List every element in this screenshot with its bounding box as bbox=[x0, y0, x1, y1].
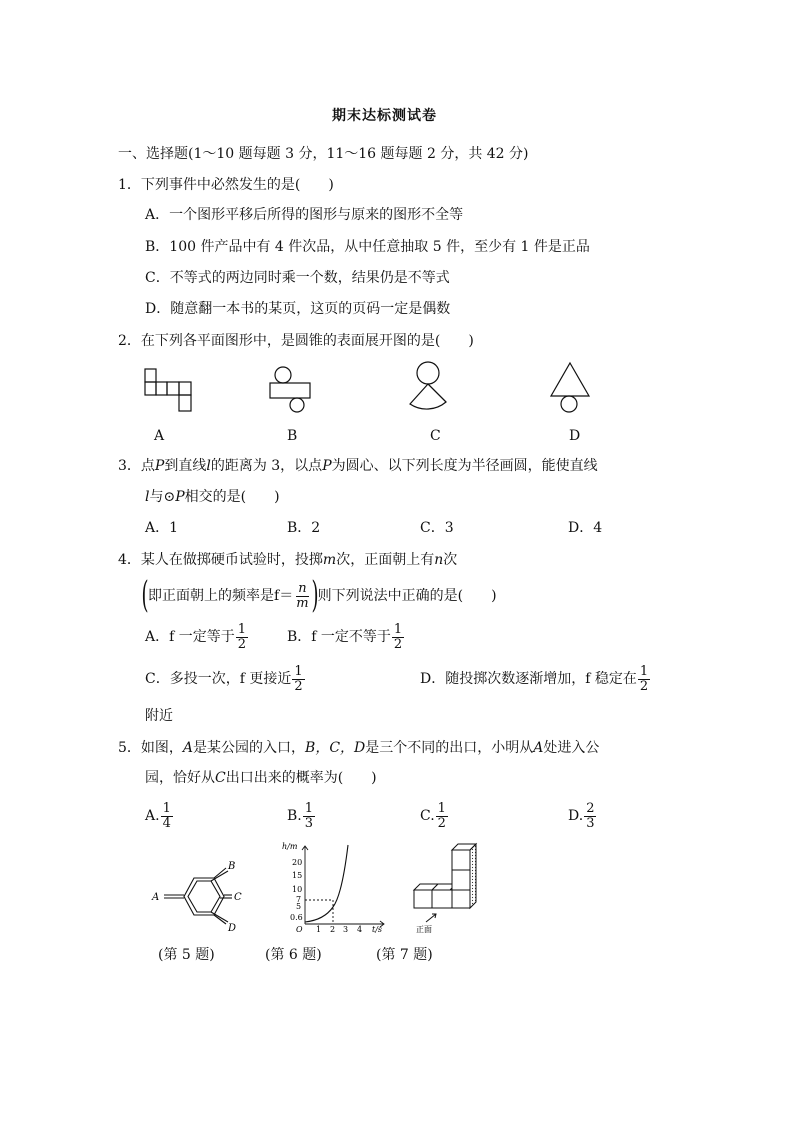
fig6-graph bbox=[280, 840, 400, 934]
fig6-ytick-0.6: 0.6 bbox=[290, 913, 303, 922]
q4-stem-line2: (即正面朝上的频率是f＝ $\frac{n}{m}$ )则下列说法中正确的是( ) bbox=[141, 575, 497, 616]
q5-option-b: B. $\frac{1}{3}$ bbox=[287, 800, 314, 831]
fig7-caption: (第 7 题) bbox=[376, 947, 433, 963]
q4-option-d-cont: 附近 bbox=[145, 708, 173, 724]
fig5-label-d: D bbox=[228, 923, 237, 934]
fig6-ytick-5: 5 bbox=[296, 902, 302, 911]
fig5-caption: (第 5 题) bbox=[158, 947, 215, 963]
fig5-label-b: B bbox=[228, 861, 236, 872]
q2-label-a: A bbox=[154, 428, 165, 444]
fig6-origin: O bbox=[296, 925, 303, 934]
q1-option-a: A．一个图形平移后所得的图形与原来的图形不全等 bbox=[145, 207, 464, 223]
q3-option-b: B．2 bbox=[287, 520, 321, 536]
fig6-xtick-3: 3 bbox=[343, 925, 349, 934]
q2-figure-a bbox=[145, 369, 191, 411]
fig6-ylabel: h/m bbox=[282, 842, 298, 851]
q3-option-d: D．4 bbox=[568, 520, 603, 536]
fig6-xtick-2: 2 bbox=[330, 925, 336, 934]
q2-label-c: C bbox=[430, 428, 441, 444]
q5-option-a: A. $\frac{1}{4}$ bbox=[145, 800, 171, 831]
q3-stem-line2: l与⊙P相交的是( ) bbox=[145, 489, 280, 505]
fig5-park-paths bbox=[150, 858, 240, 934]
fig6-ytick-10: 10 bbox=[292, 885, 303, 894]
fig7-front-label: 正面 bbox=[416, 925, 432, 934]
q1-stem: 1．下列事件中必然发生的是( ) bbox=[118, 177, 334, 193]
fig7-cubes bbox=[408, 842, 498, 932]
q4-option-b: B．f 一定不等于 $\frac{1}{2}$ bbox=[287, 621, 403, 652]
q1-option-c: C．不等式的两边同时乘一个数，结果仍是不等式 bbox=[145, 270, 450, 286]
q2-label-b: B bbox=[287, 428, 298, 444]
q3-option-c: C．3 bbox=[420, 520, 454, 536]
fig6-xtick-1: 1 bbox=[316, 925, 322, 934]
section-header: 一、选择题(1～10 题每题 3 分，11～16 题每题 2 分，共 42 分) bbox=[118, 146, 529, 162]
fig5-label-a: A bbox=[152, 892, 160, 903]
q5-option-d: D. $\frac{2}{3}$ bbox=[568, 800, 595, 831]
fig6-xtick-4: 4 bbox=[357, 925, 363, 934]
q4-option-a: A．f 一定等于 $\frac{1}{2}$ bbox=[145, 621, 247, 652]
q1-option-b: B．100 件产品中有 4 件次品，从中任意抽取 5 件，至少有 1 件是正品 bbox=[145, 239, 590, 255]
fig6-caption: (第 6 题) bbox=[265, 947, 322, 963]
q5-option-c: C. $\frac{1}{2}$ bbox=[420, 800, 446, 831]
page-title: 期末达标测试卷 bbox=[332, 108, 437, 124]
q2-label-d: D bbox=[569, 428, 581, 444]
fig6-ytick-7: 7 bbox=[296, 895, 302, 904]
q1-option-d: D．随意翻一本书的某页，这页的页码一定是偶数 bbox=[145, 301, 451, 317]
q3-option-a: A．1 bbox=[145, 520, 179, 536]
q2-figure-d bbox=[551, 363, 589, 412]
q2-stem: 2．在下列各平面图形中，是圆锥的表面展开图的是( ) bbox=[118, 333, 474, 349]
fig6-xlabel: t/s bbox=[372, 925, 383, 934]
q2-figure-c bbox=[410, 362, 446, 409]
q5-stem-line2: 园，恰好从C出口出来的概率为( ) bbox=[145, 770, 377, 786]
q5-stem: 5．如图，A是某公园的入口，B，C，D是三个不同的出口，小明从A处进入公 bbox=[118, 740, 600, 756]
q2-figures bbox=[0, 358, 794, 438]
q4-option-c: C．多投一次，f 更接近 $\frac{1}{2}$ bbox=[145, 663, 303, 694]
fig6-ytick-20: 20 bbox=[292, 858, 303, 867]
fig6-ytick-15: 15 bbox=[292, 871, 303, 880]
fig5-label-c: C bbox=[234, 892, 242, 903]
q4-stem: 4．某人在做掷硬币试验时，投掷m次，正面朝上有n次 bbox=[118, 552, 458, 568]
q3-stem: 3．点P到直线l的距离为 3，以点P为圆心、以下列长度为半径画圆，能使直线 bbox=[118, 458, 598, 474]
q4-option-d: D．随投掷次数逐渐增加，f 稳定在 $\frac{1}{2}$ bbox=[420, 663, 649, 694]
q2-figure-b bbox=[270, 367, 310, 412]
